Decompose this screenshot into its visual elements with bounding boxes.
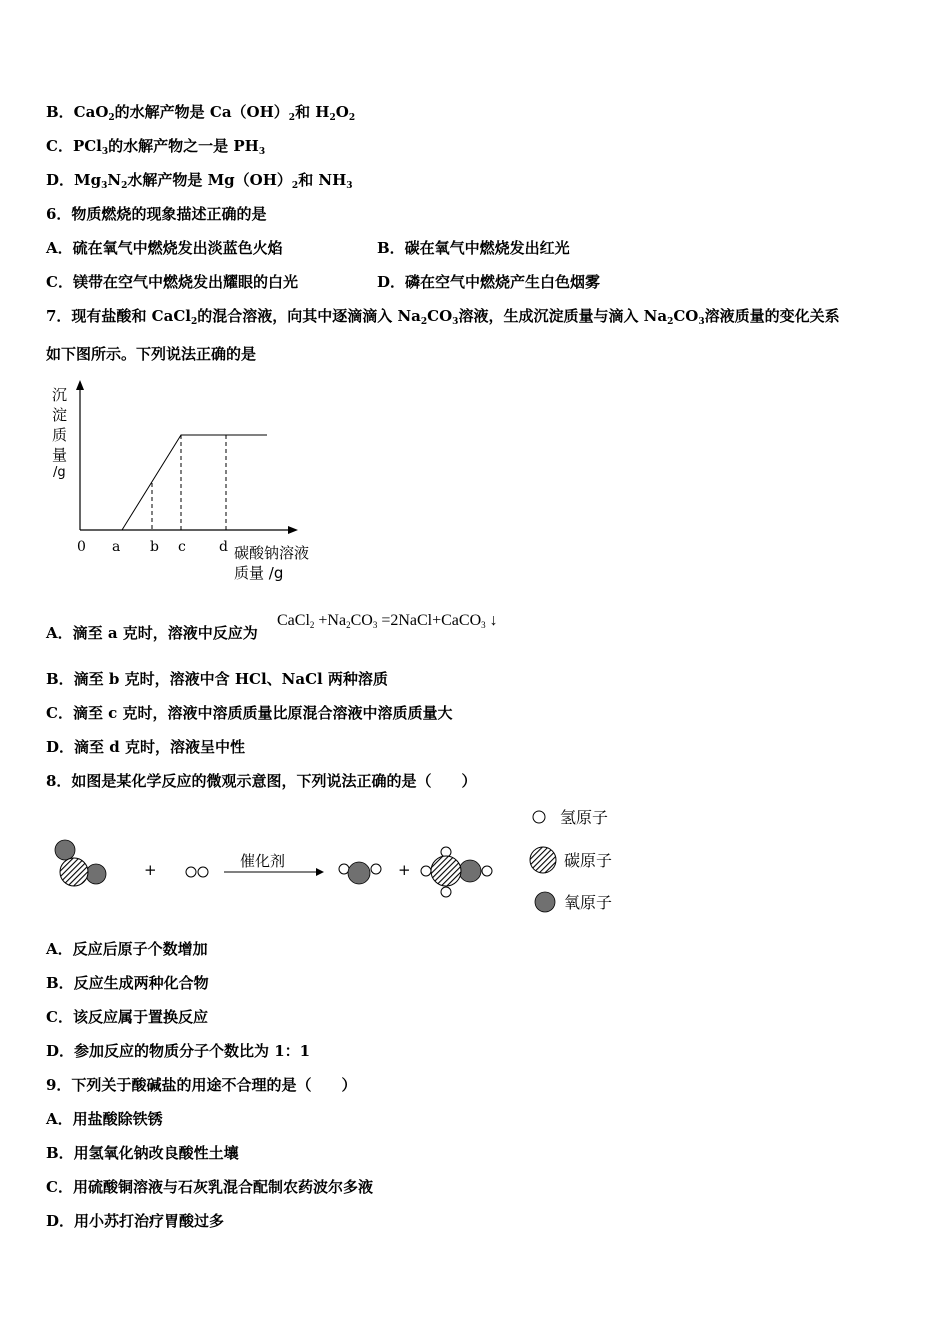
- graph-xlabel-1: 碳酸钠溶液: [234, 544, 310, 562]
- graph-ylabel-2: 淀: [52, 406, 68, 424]
- q5-option-d: D．$Mg_3N_2$水解产物是 $Mg(OH)_2$和 $NH_3$: [46, 171, 353, 191]
- graph-ylabel-1: 沉: [52, 386, 68, 404]
- q7-option-a: A．滴至 a 克时，溶液中反应为: [46, 624, 258, 642]
- graph-curve: [122, 435, 267, 530]
- q8-option-c: C．该反应属于置换反应: [46, 1008, 208, 1026]
- reactant-molecule-1: [55, 840, 106, 886]
- carbon-atom-icon: [530, 847, 556, 873]
- q7-option-a-equation: CaCl$_2$ $+Na_2CO_3$ =2NaCl+CaCO$_3$ ↓: [277, 612, 498, 630]
- hydrogen-atom-icon: [533, 811, 545, 823]
- q9-option-b: B．用氢氧化钠改良酸性土壤: [46, 1144, 239, 1162]
- q7-option-b: B．滴至 b 克时，溶液中含 HCl、NaCl 两种溶质: [46, 670, 388, 688]
- q6-option-b: B．碳在氧气中燃烧发出红光: [377, 239, 570, 257]
- graph-y-arrow: [76, 380, 84, 390]
- reaction-arrowhead: [316, 868, 324, 876]
- graph-tick-0: 0: [77, 539, 86, 555]
- catalyst-label: 催化剂: [240, 852, 286, 870]
- legend-hydrogen-label: 氢原子: [560, 808, 609, 827]
- plus-sign-1: +: [144, 861, 157, 879]
- product-molecule-2: [421, 847, 492, 897]
- oxygen-atom-icon: [535, 892, 555, 912]
- q9-stem: 9．下列关于酸碱盐的用途不合理的是（ ）: [46, 1076, 357, 1094]
- q6-option-d: D．磷在空气中燃烧产生白色烟雾: [377, 273, 601, 291]
- graph-tick-b: b: [150, 539, 159, 555]
- legend-oxygen: [535, 892, 612, 912]
- q9-option-a: A．用盐酸除铁锈: [46, 1110, 163, 1128]
- q8-reaction-diagram: [40, 800, 640, 925]
- reactant-molecule-2: [186, 867, 208, 877]
- graph-ylabel-3: 质: [52, 426, 68, 444]
- q8-option-b: B．反应生成两种化合物: [46, 974, 209, 992]
- graph-tick-d: d: [219, 539, 228, 555]
- legend-carbon: [530, 847, 612, 873]
- q7-precipitate-graph: [40, 378, 340, 588]
- q6-option-a: A．硫在氧气中燃烧发出淡蓝色火焰: [46, 239, 283, 257]
- legend-oxygen-label: 氧原子: [564, 893, 613, 912]
- graph-ylabel-4: 量: [52, 446, 68, 464]
- q7-option-c: C．滴至 c 克时，溶液中溶质质量比原混合溶液中溶质质量大: [46, 704, 453, 722]
- q7-stem: 7．现有盐酸和 CaCl$_2$的混合溶液，向其中逐滴滴入 $Na_2CO_3$溶液，生成沉淀质量与滴入 $Na_2CO_3$溶液质量的变化关系: [46, 307, 840, 327]
- legend-hydrogen: [533, 808, 608, 827]
- q8-option-a: A．反应后原子个数增加: [46, 940, 208, 958]
- plus-sign-2: +: [398, 861, 411, 879]
- q7-stem-line2: 如下图所示。下列说法正确的是: [46, 345, 257, 363]
- graph-x-arrow: [288, 526, 298, 534]
- q6-stem: 6．物质燃烧的现象描述正确的是: [46, 205, 267, 223]
- graph-tick-a: a: [112, 539, 121, 555]
- q5-option-b: B．CaO$_2$的水解产物是 $Ca(OH)_2$和 $H_2O_2$: [46, 103, 356, 123]
- q8-option-d: D．参加反应的物质分子个数比为 1：1: [46, 1042, 311, 1060]
- q9-option-c: C．用硫酸铜溶液与石灰乳混合配制农药波尔多液: [46, 1178, 373, 1196]
- product-molecule-1: [339, 862, 381, 884]
- q5-option-c: C．PCl$_3$的水解产物之一是 $PH_3$: [46, 137, 266, 157]
- q8-stem: 8．如图是某化学反应的微观示意图，下列说法正确的是（ ）: [46, 772, 477, 790]
- graph-xlabel-2: 质量 /g: [234, 564, 284, 582]
- q6-option-c: C．镁带在空气中燃烧发出耀眼的白光: [46, 273, 298, 291]
- q9-option-d: D．用小苏打治疗胃酸过多: [46, 1212, 225, 1230]
- q7-option-d: D．滴至 d 克时，溶液呈中性: [46, 738, 245, 756]
- graph-yunit: /g: [53, 465, 66, 480]
- legend-carbon-label: 碳原子: [564, 851, 613, 870]
- graph-tick-c: c: [178, 539, 186, 555]
